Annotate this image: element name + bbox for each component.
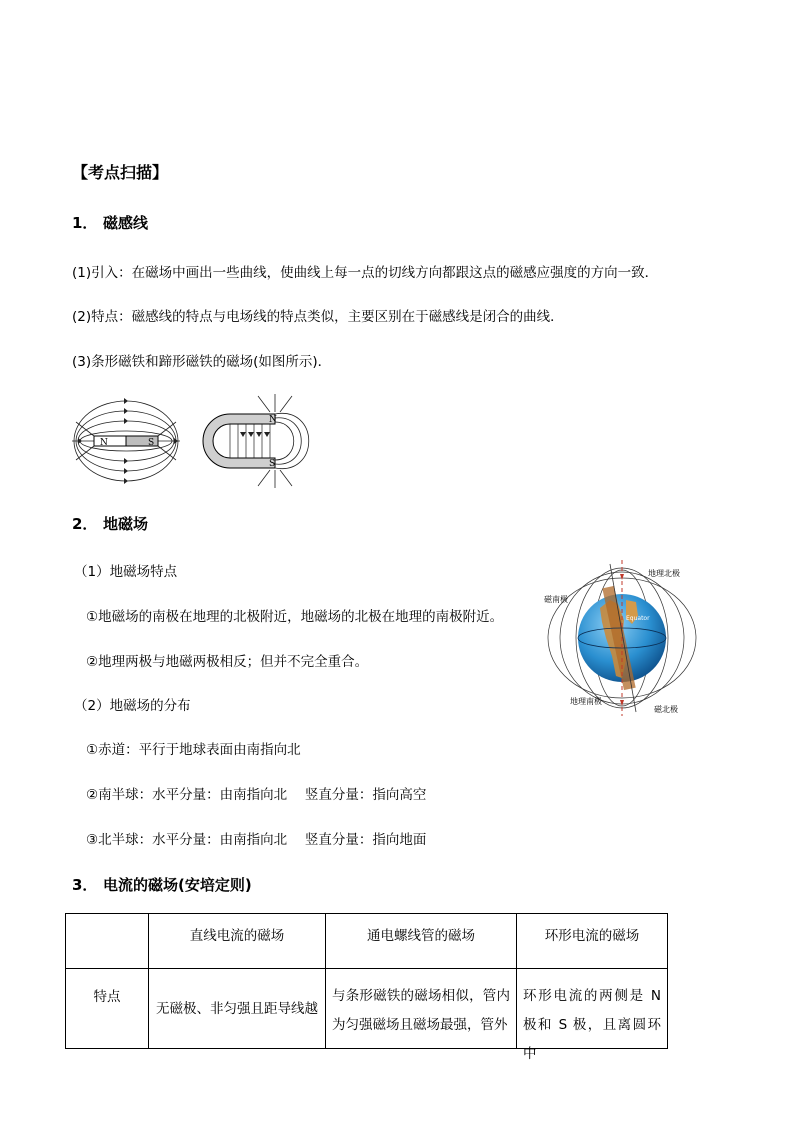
bar-s-label: S: [148, 438, 155, 448]
s1-item-1: (1)引入：在磁场中画出一些曲线，使曲线上每一点的切线方向都跟这点的磁感应强度的方向一致．: [72, 265, 659, 281]
s2-sub1-item-2: ②地理两极与地磁两极相反；但并不完全重合。: [86, 654, 369, 670]
table-row-label: 特点: [66, 969, 149, 1049]
section-2-number: 2．: [72, 515, 98, 533]
mag-north-label: 磁北极: [654, 705, 678, 714]
equator-label: Equator: [626, 615, 650, 622]
table-cell-loop: 环形电流的两侧是 N 极和 S 极，且离圆环中: [523, 987, 661, 1062]
table-header-loop: 环形电流的磁场: [517, 914, 668, 969]
s2-sub2-item-1: ①赤道：平行于地球表面由南指向北: [86, 742, 301, 758]
section-2-title: 地磁场: [103, 515, 149, 533]
table-header-solenoid: 通电螺线管的磁场: [326, 914, 517, 969]
table-header-row: [66, 914, 668, 969]
earth-magnetic-field-figure: [540, 560, 700, 716]
table-cell-solenoid: 与条形磁铁的磁场相似，管内为匀强磁场且磁场最强，管外: [332, 987, 510, 1033]
s2-sub2-item-3: ③北半球：水平分量：由南指向北 竖直分量：指向地面: [86, 832, 427, 848]
section-3-number: 3．: [72, 876, 98, 894]
section-1-number: 1．: [72, 214, 98, 232]
table-header-empty: [66, 914, 149, 969]
s1-item-2: (2)特点：磁感线的特点与电场线的特点类似，主要区别在于磁感线是闭合的曲线．: [72, 309, 564, 325]
mag-south-label: 磁南极: [544, 595, 568, 604]
page-title: 【考点扫描】: [72, 163, 169, 182]
s2-sub1-heading: （1）地磁场特点: [74, 564, 178, 580]
geo-south-label: 地理南极: [570, 697, 602, 706]
horseshoe-n-label: N: [269, 415, 277, 425]
bar-n-label: N: [100, 438, 108, 448]
table-cell-straight: 无磁极、非匀强且距导线越: [156, 1000, 318, 1017]
s2-sub2-item-2: ②南半球：水平分量：由南指向北 竖直分量：指向高空: [86, 787, 427, 803]
magnet-field-figure: [70, 392, 330, 490]
table-header-straight: 直线电流的磁场: [149, 914, 326, 969]
ampere-rule-table: [65, 913, 668, 1062]
s1-item-3: (3)条形磁铁和蹄形磁铁的磁场(如图所示)．: [72, 354, 332, 370]
horseshoe-s-label: S: [269, 459, 276, 469]
s2-sub1-item-1: ①地磁场的南极在地理的北极附近，地磁场的北极在地理的南极附近。: [86, 609, 504, 625]
geo-north-label: 地理北极: [648, 569, 680, 578]
s2-sub2-heading: （2）地磁场的分布: [74, 698, 191, 714]
table-row: [66, 969, 668, 1049]
section-1-title: 磁感线: [103, 214, 149, 232]
section-3-title: 电流的磁场(安培定则): [103, 876, 252, 894]
